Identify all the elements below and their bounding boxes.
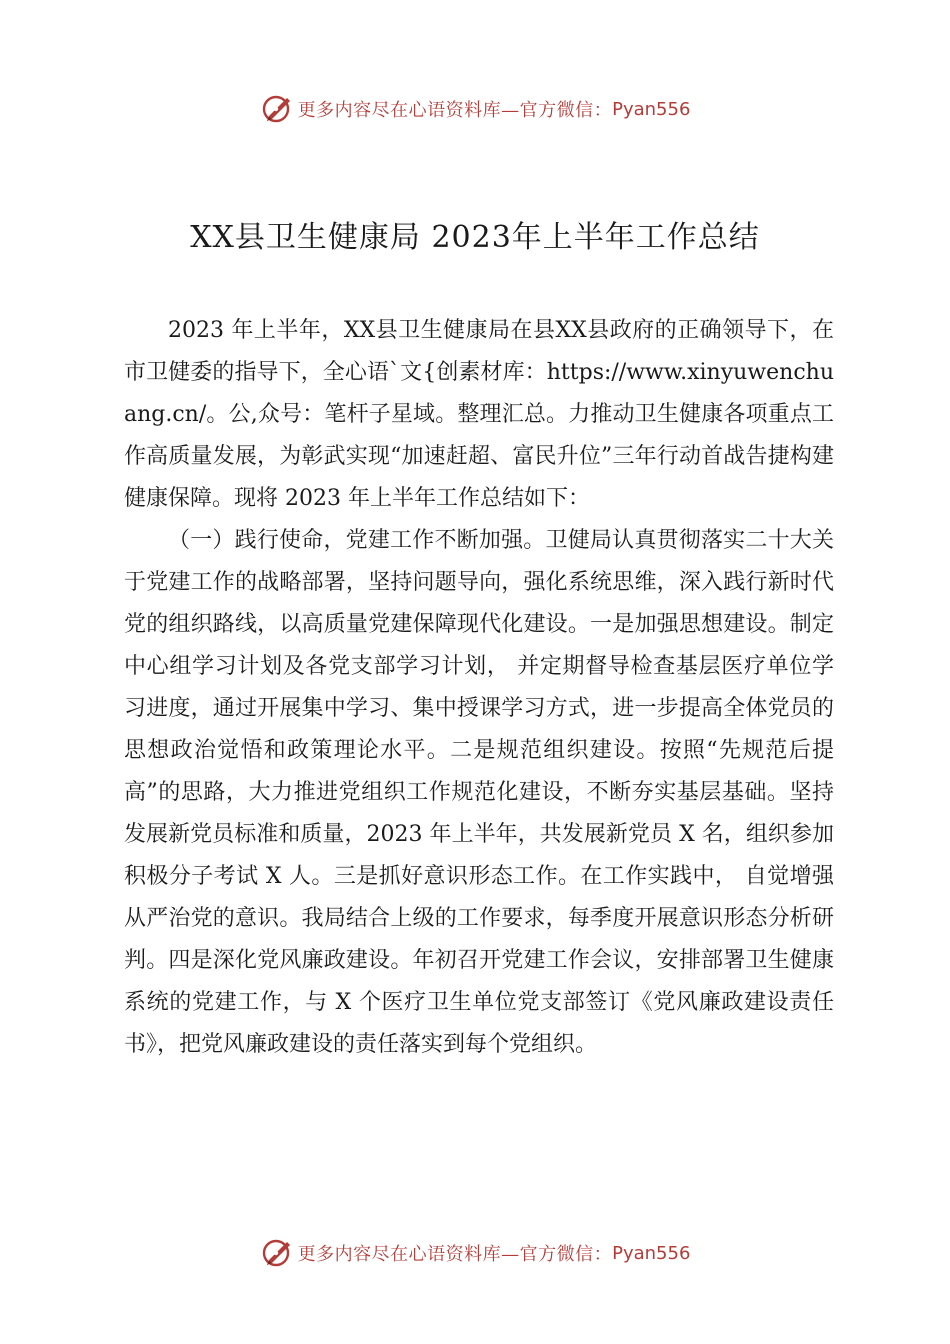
document-title: XX县卫生健康局 2023年上半年工作总结 <box>190 220 760 255</box>
document-body <box>124 310 834 1066</box>
header-banner <box>0 89 950 129</box>
banner-contact: Pyan556 <box>612 1242 691 1264</box>
paragraph-intro: 2023 年上半年，XX县卫生健康局在县XX县政府的正确领导下，在市卫健委的指导下，全心语`文{创素材库：https://www.xinyuwenchuang.cn/。公,众号：笔杆子星域。整理汇总。力推动卫生健康各项重点工作高质量发展，为彰武实现“加速赶超、富民升位”三年行动首战告捷构建健康保障。现将 2023 年上半年工作总结如下： <box>124 318 834 511</box>
banner-contact: Pyan556 <box>612 98 691 120</box>
footer-banner <box>0 1233 950 1273</box>
pen-logo-icon <box>260 91 296 127</box>
paragraph-party-building: （一）践行使命，党建工作不断加强。卫健局认真贯彻落实二十大关于党建工作的战略部署，坚持问题导向，强化系统思维，深入践行新时代党的组织路线，以高质量党建保障现代化建设。一是加强思想建设。制定中心组学习计划及各党支部学习计划， 并定期督导检查基层医疗单位学习进度，通过开展集中学习、集中授课学习方式，进一步提高全体党员的思想政治觉悟和政策理论水平。二是规范组织建设。按照“先规范后提高”的思路，大力推进党组织工作规范化建设，不断夯实基层基础。坚持发展新党员标准和质量，2023 年上半年，共发展新党员 X 名，组织参加积极分子考试 X 人。三是抓好意识形态工作。在工作实践中， 自觉增强从严治党的意识。我局结合上级的工作要求，每季度开展意识形态分析研判。四是深化党风廉政建设。年初召开党建工作会议，安排部署卫生健康系统的党建工作，与 X 个医疗卫生单位党支部签订《党风廉政建设责任书》，把党风廉政建设的责任落实到每个党组织。 <box>124 528 834 1057</box>
pen-logo-icon <box>260 1235 296 1271</box>
banner-text: 更多内容尽在心语资料库—官方微信： <box>297 1244 613 1265</box>
banner-text: 更多内容尽在心语资料库—官方微信： <box>297 100 613 121</box>
